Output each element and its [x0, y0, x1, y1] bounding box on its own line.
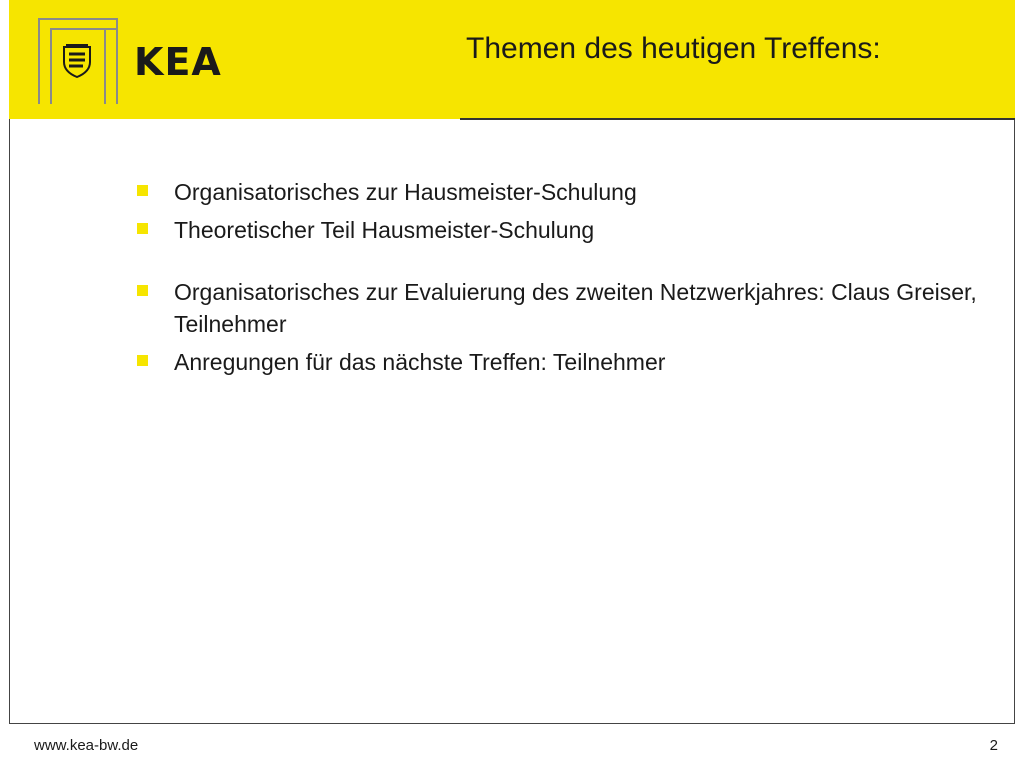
- footer-url: www.kea-bw.de: [34, 737, 139, 754]
- square-bullet-icon: [137, 223, 148, 234]
- logo-frame-line: [50, 28, 116, 30]
- bullet-item: [137, 176, 997, 208]
- bullet-list: [137, 170, 997, 378]
- kea-logo: [38, 18, 228, 104]
- coat-of-arms-icon: [62, 44, 92, 78]
- logo-frame-line: [104, 28, 106, 104]
- bullet-text: Organisatorisches zur Hausmeister-Schulung: [174, 179, 637, 205]
- bullet-item: [137, 346, 997, 378]
- header-divider-line: [460, 118, 1015, 120]
- logo-frame-line: [38, 18, 40, 104]
- square-bullet-icon: [137, 285, 148, 296]
- page-number: 2: [989, 737, 998, 754]
- bullet-text: Organisatorisches zur Evaluierung des zweiten Netzwerkjahres: Claus Greiser, Teilnehmer: [174, 279, 977, 337]
- bullet-text: Anregungen für das nächste Treffen: Teilnehmer: [174, 349, 666, 375]
- logo-frame-line: [38, 18, 116, 20]
- bullet-item: [137, 214, 997, 246]
- logo-wordmark: KEA: [134, 40, 222, 84]
- square-bullet-icon: [137, 355, 148, 366]
- logo-frame-line: [50, 28, 52, 104]
- bullet-text: Theoretischer Teil Hausmeister-Schulung: [174, 217, 595, 243]
- square-bullet-icon: [137, 185, 148, 196]
- bullet-item: [137, 276, 997, 340]
- slide-title: Themen des heutigen Treffens:: [466, 32, 881, 65]
- logo-frame-line: [116, 18, 118, 104]
